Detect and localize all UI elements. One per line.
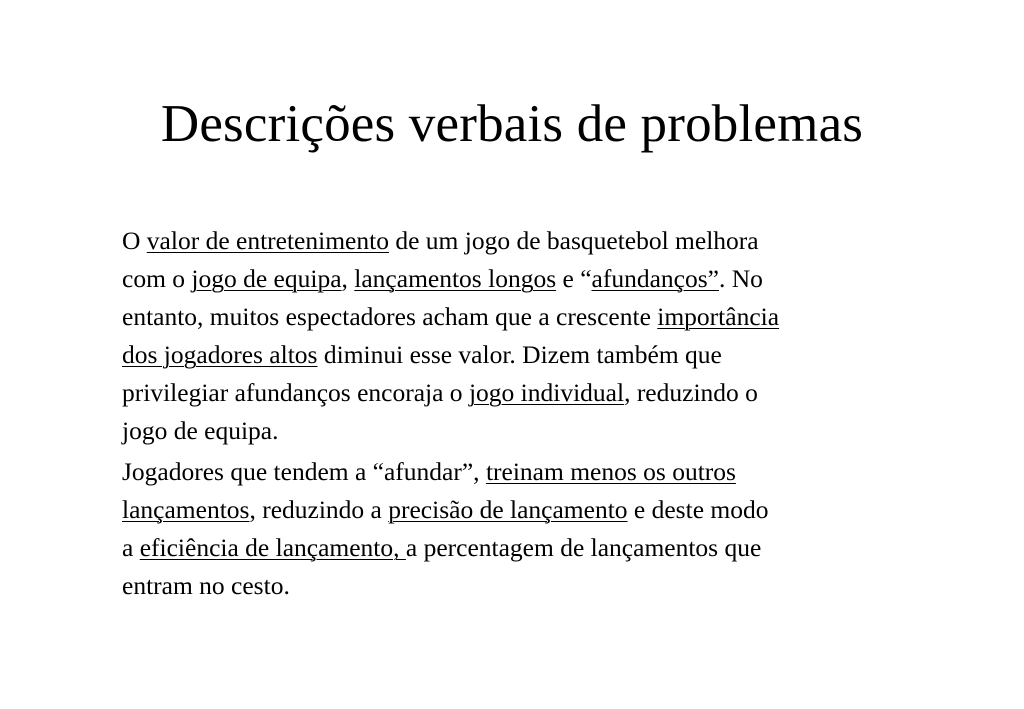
text-segment: O bbox=[122, 226, 147, 255]
text-segment: privilegiar afundanços encoraja o bbox=[122, 378, 469, 407]
text-segment: Jogadores que tendem a “afundar”, bbox=[122, 457, 486, 486]
text-segment: jogo de equipa. bbox=[122, 416, 279, 445]
underlined-term: lançamentos bbox=[122, 495, 250, 524]
underlined-term: precisão de lançamento bbox=[388, 495, 628, 524]
underlined-term: lançamentos longos bbox=[354, 264, 557, 293]
body-paragraph bbox=[122, 453, 942, 605]
text-line bbox=[122, 374, 942, 412]
text-segment: entram no cesto. bbox=[122, 571, 290, 600]
text-line bbox=[122, 298, 942, 336]
underlined-term: valor de entretenimento bbox=[146, 226, 389, 255]
underlined-term: treinam menos os outros bbox=[485, 457, 736, 486]
text-segment: de um jogo de basquetebol melhora bbox=[388, 226, 759, 255]
underlined-term: eficiência de lançamento, bbox=[139, 533, 406, 562]
text-segment: , reduzindo o bbox=[624, 378, 758, 407]
text-line bbox=[122, 453, 942, 491]
text-segment: diminui esse valor. Dizem também que bbox=[317, 340, 722, 369]
text-line bbox=[122, 336, 942, 374]
text-segment: e “ bbox=[556, 264, 592, 293]
underlined-term: dos jogadores altos bbox=[122, 340, 318, 369]
text-segment: , bbox=[341, 264, 355, 293]
text-segment: entanto, muitos espectadores acham que a crescente bbox=[122, 302, 658, 331]
text-line bbox=[122, 491, 942, 529]
text-segment: e deste modo bbox=[627, 495, 769, 524]
text-line bbox=[122, 412, 942, 450]
text-line bbox=[122, 529, 942, 567]
underlined-term: jogo individual bbox=[468, 378, 625, 407]
underlined-term: jogo de equipa bbox=[191, 264, 342, 293]
text-segment: . No bbox=[718, 264, 763, 293]
text-line bbox=[122, 222, 942, 260]
body-paragraph bbox=[122, 222, 942, 450]
text-line bbox=[122, 260, 942, 298]
underlined-term: afundanços” bbox=[591, 264, 719, 293]
text-segment: a percentagem de lançamentos que bbox=[405, 533, 762, 562]
text-segment: , reduzindo a bbox=[249, 495, 389, 524]
underlined-term: importância bbox=[657, 302, 780, 331]
text-segment: a bbox=[122, 533, 140, 562]
text-segment: com o bbox=[122, 264, 192, 293]
slide-title: Descrições verbais de problemas bbox=[160, 95, 864, 153]
text-line bbox=[122, 567, 942, 605]
slide-body bbox=[122, 222, 942, 605]
